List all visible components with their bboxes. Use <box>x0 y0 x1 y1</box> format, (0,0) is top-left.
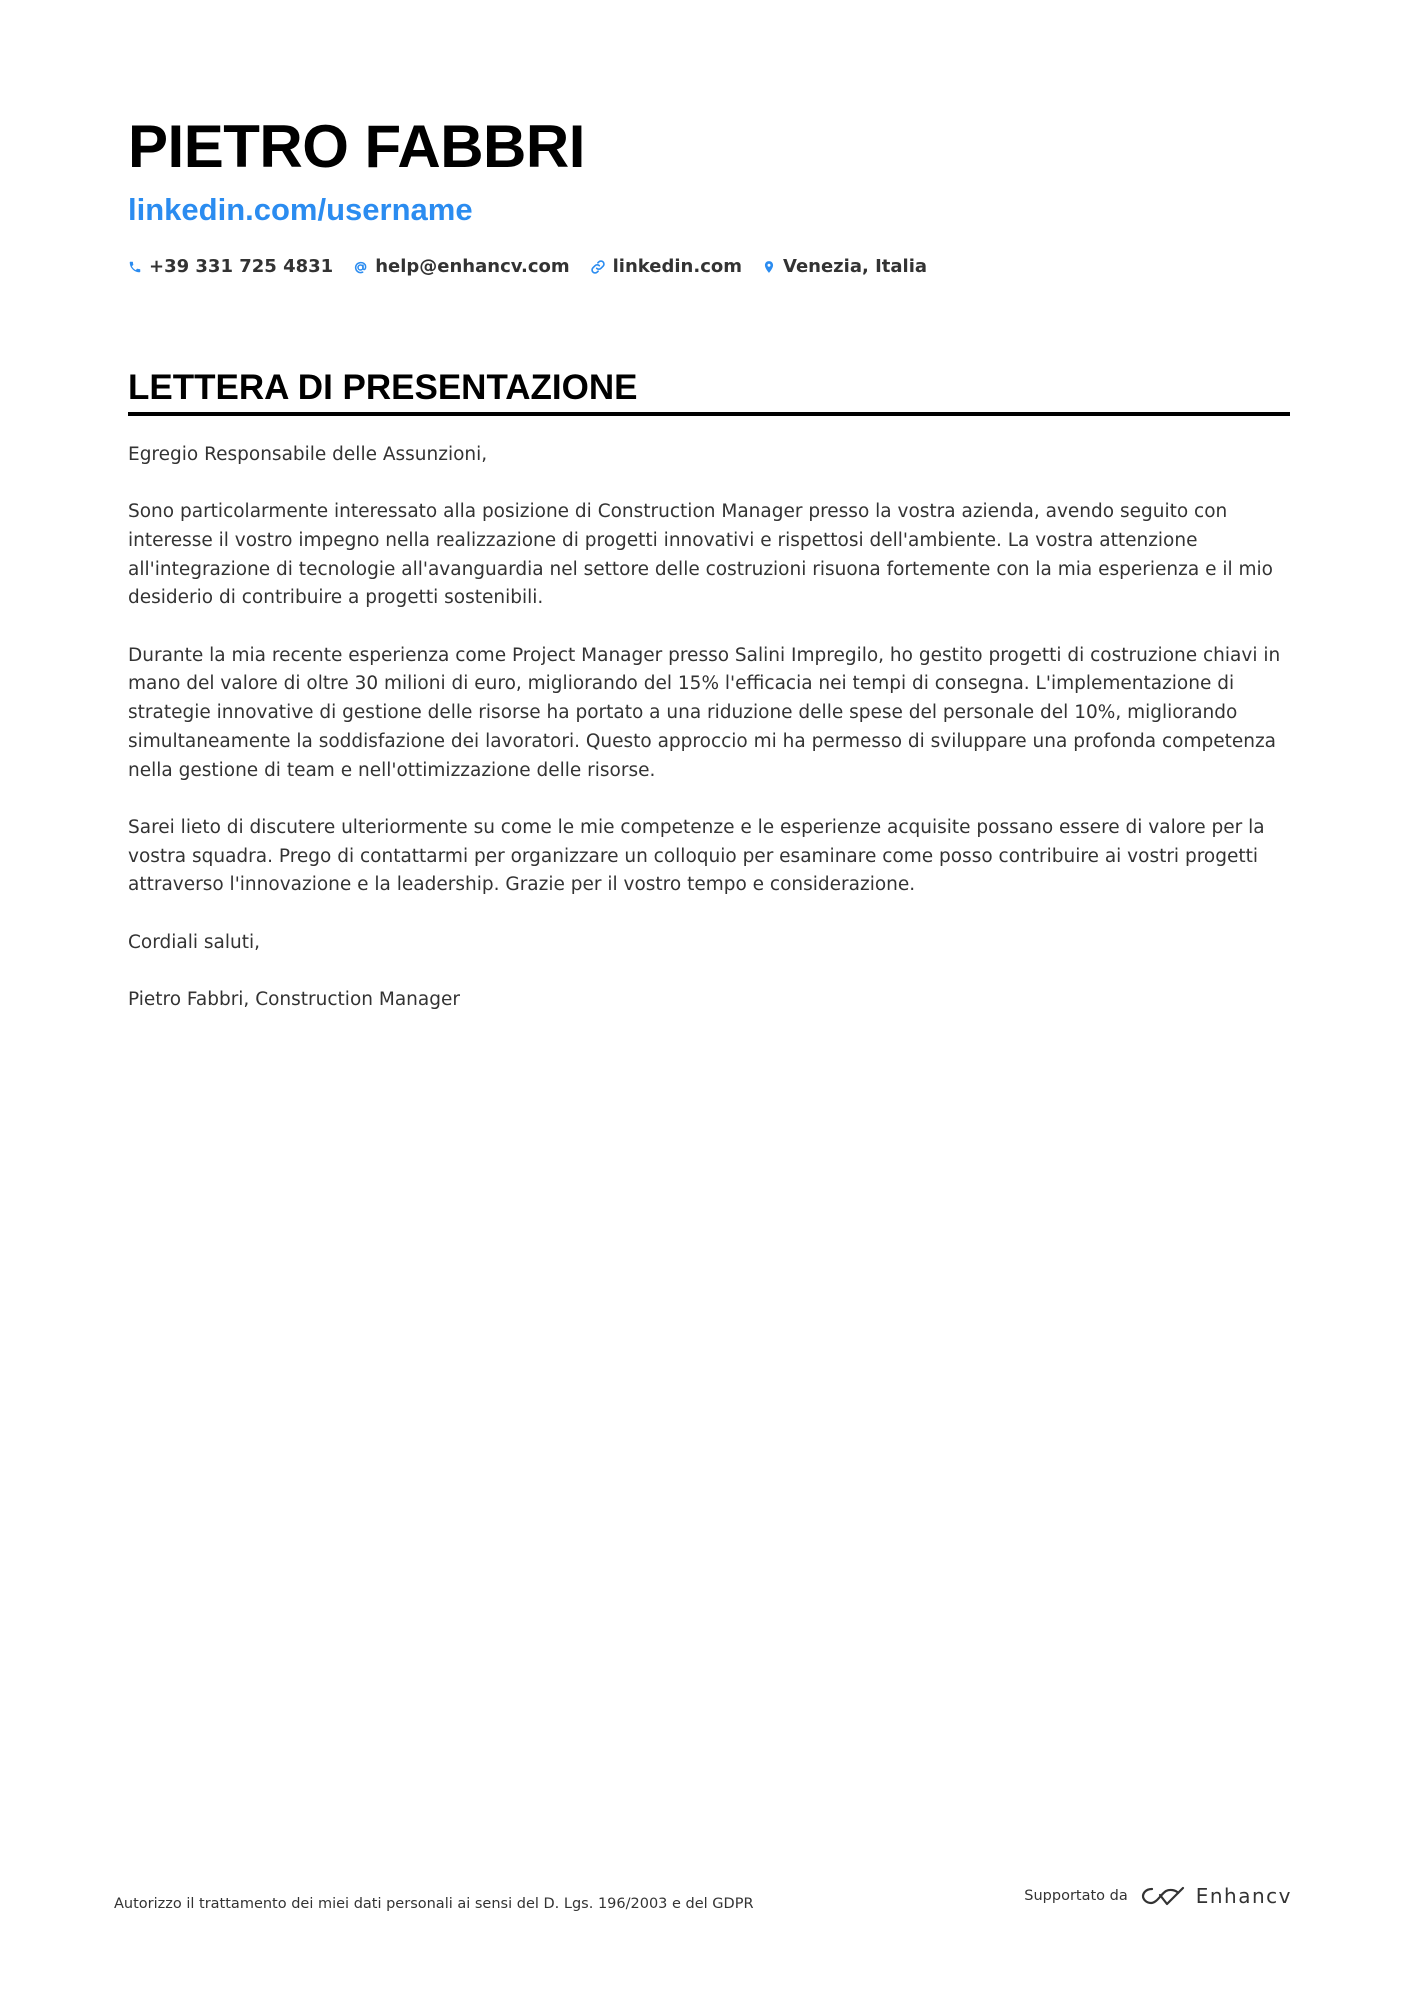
contact-location-text: Venezia, Italia <box>783 256 928 277</box>
at-icon <box>353 260 368 275</box>
location-pin-icon <box>762 259 776 275</box>
link-icon <box>590 259 606 275</box>
contact-email-text: help@enhancv.com <box>375 256 570 277</box>
contact-phone-text: +39 331 725 4831 <box>149 256 334 277</box>
contact-linkedin-text: linkedin.com <box>612 256 742 277</box>
letter-paragraph: Sono particolarmente interessato alla posizione di Construction Manager presso la vostra azienda, avendo seguito con interesse il vostro impegno nella realizzazione di progetti innovativi e rispettosi dell'ambiente. La vostra attenzione all'integrazione di tecnologie all'avanguardia nel settore delle costruzioni risuona fortemente con la mia esperienza e il mio desiderio di contribuire a progetti sostenibili. <box>128 501 1273 609</box>
contact-location <box>762 254 927 280</box>
candidate-name: PIETRO FABBRI <box>128 113 585 180</box>
contact-bar <box>128 254 927 280</box>
contact-linkedin[interactable] <box>590 254 742 280</box>
letter-greeting: Egregio Responsabile delle Assunzioni, <box>128 444 488 465</box>
letter-closing: Cordiali saluti, <box>128 931 261 953</box>
enhancv-logo <box>1140 1884 1292 1908</box>
privacy-consent: Autorizzo il trattamento dei miei dati personali ai sensi del D. Lgs. 196/2003 e del GDPR <box>114 1896 754 1912</box>
enhancv-mark-icon <box>1140 1884 1186 1908</box>
section-title: LETTERA DI PRESENTAZIONE <box>128 366 1290 416</box>
letter-body <box>128 441 1290 1043</box>
letter-paragraph: Durante la mia recente esperienza come Project Manager presso Salini Impregilo, ho gestito progetti di costruzione chiavi in mano del valore di oltre 30 milioni di euro, migliorando del 15% l'efficacia nei tempi di consegna. L'implementazione di strategie innovative di gestione delle risorse ha portato a una riduzione delle spese del personale del 10%, migliorando simultaneamente la soddisfazione dei lavoratori. Questo approccio mi ha permesso di sviluppare una profonda competenza nella gestione di team e nell'ottimizzazione delle risorse. <box>128 644 1281 781</box>
phone-icon <box>128 260 142 274</box>
headline-link[interactable]: linkedin.com/username <box>128 192 473 227</box>
contact-email[interactable] <box>353 254 569 280</box>
letter-signature: Pietro Fabbri, Construction Manager <box>128 988 460 1010</box>
contact-phone[interactable] <box>128 254 333 280</box>
letter-paragraph: Sarei lieto di discutere ulteriormente su come le mie competenze e le esperienze acquisite possano essere di valore per la vostra squadra. Prego di contattarmi per organizzare un colloquio per esaminare come posso contribuire ai vostri progetti attraverso l'innovazione e la leadership. Grazie per il vostro tempo e considerazione. <box>128 816 1265 896</box>
enhancv-wordmark: Enhancv <box>1195 1884 1292 1908</box>
powered-by[interactable] <box>1024 1884 1292 1908</box>
powered-by-label: Supportato da <box>1024 1888 1128 1904</box>
